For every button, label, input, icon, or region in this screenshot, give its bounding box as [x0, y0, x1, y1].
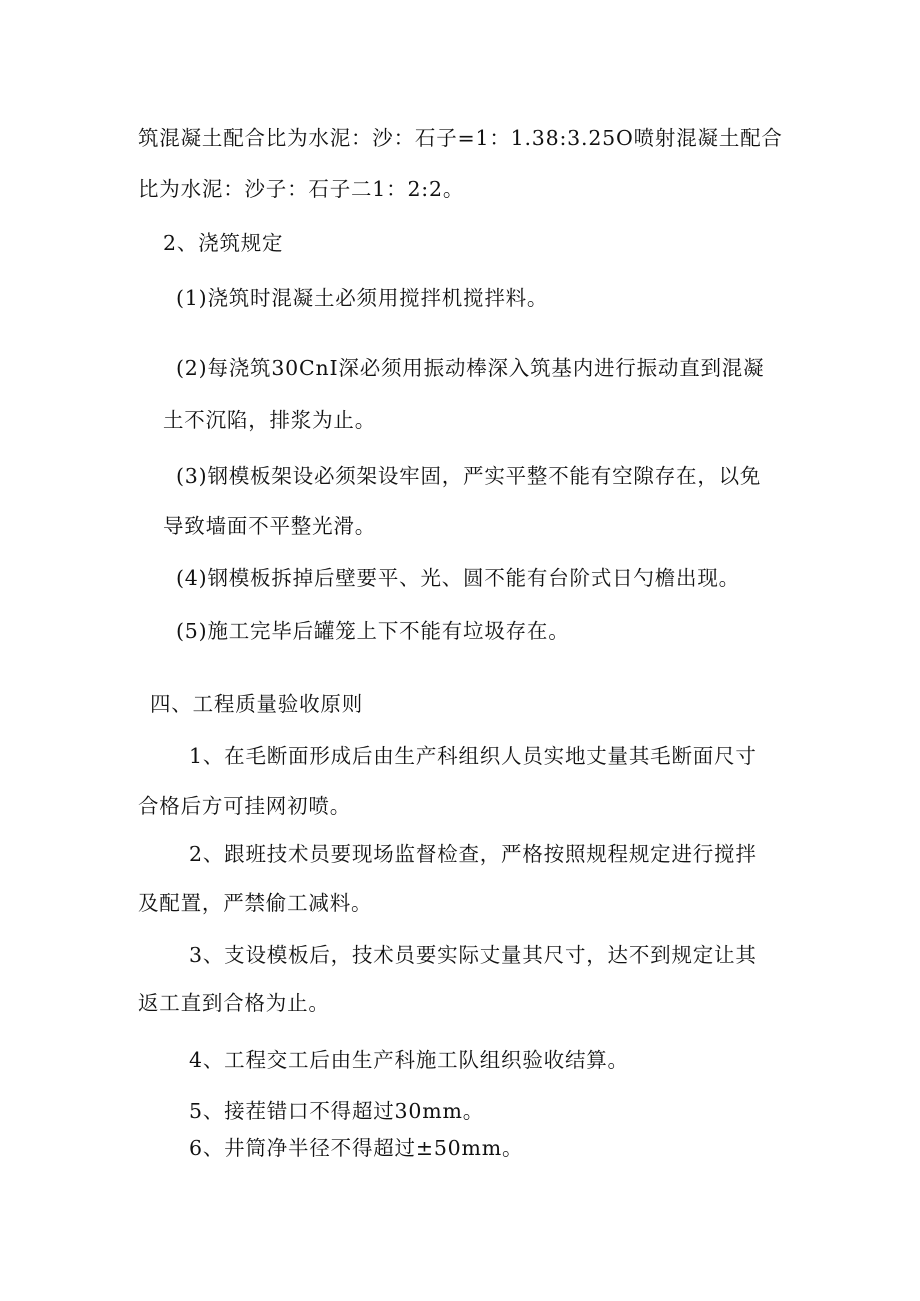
paragraph-line: (2)每浇筑30CnI深必须用振动棒深入筑基内进行振动直到混凝 — [176, 356, 765, 380]
paragraph-line: 1、在毛断面形成后由生产科组织人员实地丈量其毛断面尺寸 — [189, 744, 757, 768]
paragraph-line: 及配置，严禁偷工减料。 — [138, 891, 373, 915]
paragraph-line: 4、工程交工后由生产科施工队组织验收结算。 — [189, 1048, 629, 1072]
paragraph-line: (4)钢模板拆掉后壁要平、光、圆不能有台阶式日勺檐出现。 — [176, 566, 740, 590]
paragraph-line: 土不沉陷，排浆为止。 — [163, 408, 376, 432]
paragraph-line: 比为水泥：沙子：石子二1：2:2。 — [138, 177, 465, 201]
paragraph-line: 6、井筒净半径不得超过±50mm。 — [189, 1136, 524, 1160]
paragraph-line: 2、跟班技术员要现场监督检查，严格按照规程规定进行搅拌 — [189, 842, 757, 866]
paragraph-line: 导致墙面不平整光滑。 — [163, 514, 376, 538]
paragraph-line: 合格后方可挂网初喷。 — [138, 794, 351, 818]
paragraph-line: 3、支设模板后，技术员要实际丈量其尺寸，达不到规定让其 — [189, 943, 757, 967]
section-heading: 2、浇筑规定 — [163, 231, 284, 255]
paragraph-line: 返工直到合格为止。 — [138, 991, 330, 1015]
paragraph-line: (1)浇筑时混凝土必须用搅拌机搅拌料。 — [176, 286, 549, 310]
paragraph-line: (5)施工完毕后罐笼上下不能有垃圾存在。 — [176, 619, 570, 643]
paragraph-line: (3)钢模板架设必须架设牢固，严实平整不能有空隙存在，以免 — [176, 464, 762, 488]
section-heading: 四、工程质量验收原则 — [150, 692, 363, 716]
paragraph-line: 筑混凝土配合比为水泥：沙：石子=1：1.38:3.25O喷射混凝土配合 — [138, 126, 783, 150]
paragraph-line: 5、接茬错口不得超过30mm。 — [189, 1099, 485, 1123]
